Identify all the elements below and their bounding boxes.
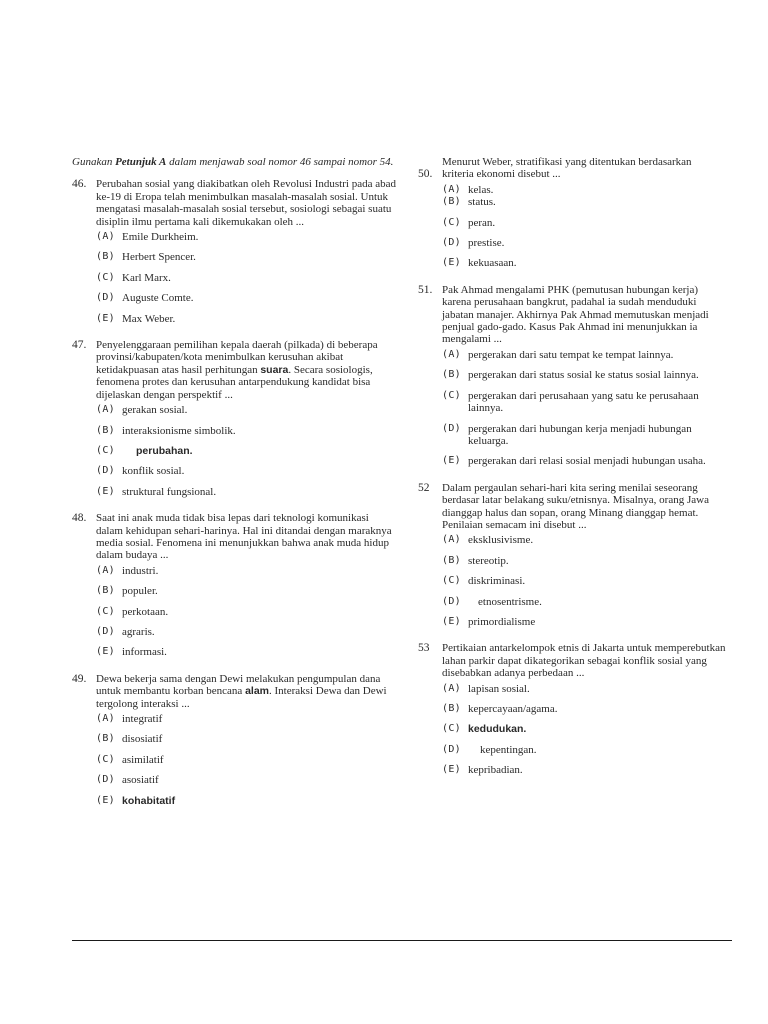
option-letter: (E) [96, 485, 115, 497]
option-letter: (C) [442, 575, 461, 587]
option-letter: (C) [442, 216, 461, 228]
option-text: struktural fungsional. [122, 485, 217, 498]
option-text: Emile Durkheim. [122, 231, 199, 244]
option-list [418, 349, 730, 468]
option-text: status. [468, 196, 496, 209]
option-a[interactable] [96, 404, 397, 416]
option-text: pergerakan dari hubungan kerja menjadi hubungan keluarga. [468, 422, 692, 447]
option-text: prestise. [468, 237, 505, 250]
option-text: asosiatif [122, 774, 159, 787]
option-text: Karl Marx. [122, 271, 171, 284]
option-e[interactable] [96, 486, 397, 498]
option-letter: (A) [442, 534, 461, 546]
option-text: eksklusivisme. [468, 534, 534, 547]
option-letter: (D) [96, 465, 115, 477]
option-e[interactable] [442, 455, 730, 467]
option-letter: (C) [442, 723, 461, 735]
option-letter: (E) [442, 257, 461, 269]
question-text: kriteria ekonomi disebut ... [442, 168, 561, 181]
option-b[interactable] [96, 733, 397, 745]
option-d[interactable] [442, 744, 730, 756]
option-letter: (C) [96, 444, 115, 456]
option-letter: (B) [442, 554, 461, 566]
question-46 [72, 178, 397, 325]
question-50 [418, 156, 730, 270]
option-b[interactable] [96, 585, 397, 597]
option-letter: (E) [442, 455, 461, 467]
option-letter: (D) [96, 292, 115, 304]
question-48 [72, 512, 397, 659]
question-number: 48. [72, 512, 87, 525]
option-letter: (B) [442, 369, 461, 381]
option-c[interactable] [442, 217, 730, 229]
question-text [96, 339, 397, 401]
option-c[interactable] [96, 606, 397, 618]
option-list [418, 184, 730, 270]
option-c[interactable] [442, 575, 730, 587]
question-text: Dalam pergaulan sehari-hari kita sering menilai seseorang berdasar latar belakang suku/etnisnya. Misalnya, orang Jawa dianggap halus dan sopan, orang Minang dianggap hemat. Penilaian semacam ini disebut ... [442, 481, 709, 531]
option-b[interactable] [442, 555, 730, 567]
option-text: informasi. [122, 646, 167, 659]
question-number: 51. [418, 283, 433, 296]
option-text: diskriminasi. [468, 575, 526, 588]
question-text-bold: suara [260, 363, 289, 376]
option-text: perubahan. [136, 444, 193, 457]
option-letter: (B) [96, 251, 115, 263]
question-53 [418, 642, 730, 776]
question-number: 53 [418, 642, 430, 655]
option-a[interactable] [442, 683, 730, 695]
option-c[interactable] [96, 272, 397, 284]
question-number: 52 [418, 481, 430, 494]
option-e[interactable] [442, 616, 730, 628]
option-d[interactable] [96, 292, 397, 304]
option-a[interactable] [96, 565, 397, 577]
option-letter: (A) [442, 183, 461, 195]
question-text: Pak Ahmad mengalami PHK (pemutusan hubungan kerja) karena perusahaan bangkrut, padahal ia sudah menduduki jabatan manajer. Akhirnya Pak Ahmad memutuskan menjadi penjual gado-gado. Kasus Pak Ahmad ini menunjukkan ia mengalami ... [442, 283, 709, 346]
option-text: industri. [122, 564, 159, 577]
option-a[interactable] [96, 713, 397, 725]
option-text: kekuasaan. [468, 257, 517, 270]
instruction-before: Gunakan [72, 156, 116, 168]
option-letter: (D) [96, 774, 115, 786]
option-text: peran. [468, 216, 496, 229]
option-e[interactable] [96, 313, 397, 325]
option-list [72, 404, 397, 498]
option-text: kepercayaan/agama. [468, 703, 558, 715]
option-a[interactable] [442, 534, 730, 546]
option-text: etnosentrisme. [478, 595, 542, 608]
option-text: Max Weber. [122, 312, 176, 325]
question-text [96, 673, 397, 710]
question-number: 49. [72, 672, 87, 685]
question-text: Saat ini anak muda tidak bisa lepas dari teknologi komunikasi dalam kehidupan sehari-harinya. Hal ini ditandai dengan maraknya media sosial. Fenomena ini menunjukkan bahwa anak muda hidup dalam budaya ... [96, 512, 392, 562]
question-lead-text: Menurut Weber, stratifikasi yang ditentukan berdasarkan [442, 156, 692, 168]
option-text: kepribadian. [468, 764, 523, 777]
option-letter: (E) [442, 615, 461, 627]
option-text: pergerakan dari status sosial ke status sosial lainnya. [468, 369, 699, 382]
option-letter: (D) [96, 625, 115, 637]
option-a[interactable] [442, 184, 730, 196]
option-c[interactable] [442, 390, 730, 415]
option-text: stereotip. [468, 554, 509, 567]
question-51 [418, 284, 730, 468]
question-49 [72, 673, 397, 807]
option-letter: (A) [96, 713, 115, 724]
option-b[interactable] [442, 196, 730, 208]
option-a[interactable] [442, 349, 730, 361]
question-52 [418, 482, 730, 629]
option-letter: (D) [442, 595, 461, 607]
option-b[interactable] [96, 425, 397, 437]
option-letter: (D) [442, 422, 461, 434]
option-text: disosiatif [122, 733, 163, 746]
instruction-after: dalam menjawab soal nomor 46 sampai nomor 54. [166, 156, 394, 168]
option-e[interactable] [442, 764, 730, 776]
question-text: Perubahan sosial yang diakibatkan oleh Revolusi Industri pada abad ke-19 di Eropa telah menimbulkan masalah-masalah sosial. Untuk mengatasi masalah-masalah sosial tersebut, sosiologi sebagai suatu disiplin ilmu pertama kali dikemukakan oleh ... [96, 178, 396, 228]
option-letter: (B) [96, 733, 115, 745]
option-letter: (E) [442, 764, 461, 776]
option-text: pergerakan dari relasi sosial menjadi hubungan usaha. [468, 455, 706, 468]
option-e[interactable] [442, 257, 730, 269]
option-text: populer. [122, 585, 158, 598]
question-number: 47. [72, 339, 87, 352]
option-list [72, 231, 397, 325]
option-letter: (B) [442, 703, 461, 714]
option-letter: (A) [442, 682, 461, 694]
option-letter: (E) [96, 312, 115, 324]
option-list [418, 534, 730, 628]
option-letter: (A) [96, 231, 115, 243]
option-text: kelas. [468, 183, 494, 196]
question-text-part: . Interaksi Dewa dan Dewi tergolong interaksi ... [96, 685, 387, 710]
option-list [418, 683, 730, 777]
instruction-text [72, 156, 397, 168]
option-list [72, 713, 397, 807]
option-text: kedudukan. [468, 723, 527, 736]
option-letter: (A) [96, 564, 115, 576]
option-b[interactable] [442, 703, 730, 715]
option-d[interactable] [96, 465, 397, 477]
option-d[interactable] [96, 626, 397, 638]
question-text: Pertikaian antarkelompok etnis di Jakarta untuk memperebutkan lahan parkir dapat dikategorikan sebagai konflik sosial yang disebabkan adanya perbedaan ... [442, 642, 726, 680]
option-text: agraris. [122, 625, 155, 638]
question-text-part: Penyelenggaraan pemilihan kepala daerah (pilkada) di beberapa provinsi/kabupaten/kota menimbulkan kerusuhan akibat ketidakpuasan atas hasil perhitungan [96, 339, 378, 376]
question-number: 46. [72, 178, 87, 191]
option-text: interaksionisme simbolik. [122, 424, 236, 437]
option-letter: (C) [96, 271, 115, 283]
option-text: primordialisme [468, 615, 536, 628]
option-letter: (A) [96, 404, 115, 416]
option-letter: (E) [96, 794, 115, 806]
option-letter: (A) [442, 348, 461, 360]
option-letter: (D) [442, 743, 461, 755]
question-number: 50. [418, 168, 433, 181]
option-text: pergerakan dari satu tempat ke tempat lainnya. [468, 348, 674, 361]
option-letter: (C) [442, 389, 461, 401]
option-b[interactable] [442, 369, 730, 381]
option-letter: (B) [442, 196, 461, 208]
option-text: integratif [122, 713, 163, 725]
option-text: pergerakan dari perusahaan yang satu ke perusahaan lainnya. [468, 389, 699, 415]
option-list [72, 565, 397, 659]
option-letter: (D) [442, 237, 461, 249]
option-text: gerakan sosial. [122, 404, 188, 417]
option-e[interactable] [96, 795, 397, 807]
option-d[interactable] [442, 423, 730, 448]
right-column [418, 156, 730, 791]
instruction-strong: Petunjuk A [115, 156, 167, 168]
option-d[interactable] [442, 596, 730, 608]
option-text: Herbert Spencer. [122, 251, 196, 264]
option-text: perkotaan. [122, 605, 169, 618]
option-text: lapisan sosial. [468, 682, 530, 695]
question-text-part: Dewa bekerja sama dengan Dewi melakukan pengumpulan dana untuk membantu korban bencana [96, 672, 381, 698]
option-text: kohabitatif [122, 794, 176, 807]
option-b[interactable] [96, 251, 397, 263]
option-letter: (E) [96, 646, 115, 658]
option-letter: (B) [96, 424, 115, 436]
option-d[interactable] [96, 774, 397, 786]
option-letter: (B) [96, 585, 115, 597]
option-e[interactable] [96, 646, 397, 658]
option-c[interactable] [442, 723, 730, 735]
question-text-bold: alam [245, 685, 270, 698]
option-text: kepentingan. [480, 743, 537, 756]
option-text: Auguste Comte. [122, 292, 194, 305]
left-column [72, 156, 397, 821]
option-c[interactable] [96, 754, 397, 766]
option-letter: (C) [96, 753, 115, 765]
option-text: konflik sosial. [122, 465, 185, 478]
footer-divider [72, 940, 732, 941]
question-text-part: . Secara sosiologis, fenomena protes dan kerusuhan antarpendukung kandidat bisa dijelaskan dengan perspektif ... [96, 363, 373, 401]
option-d[interactable] [442, 237, 730, 249]
option-letter: (C) [96, 605, 115, 617]
question-47 [72, 339, 397, 498]
option-a[interactable] [96, 231, 397, 243]
option-text: asimilatif [122, 753, 164, 766]
option-c[interactable] [96, 445, 397, 457]
